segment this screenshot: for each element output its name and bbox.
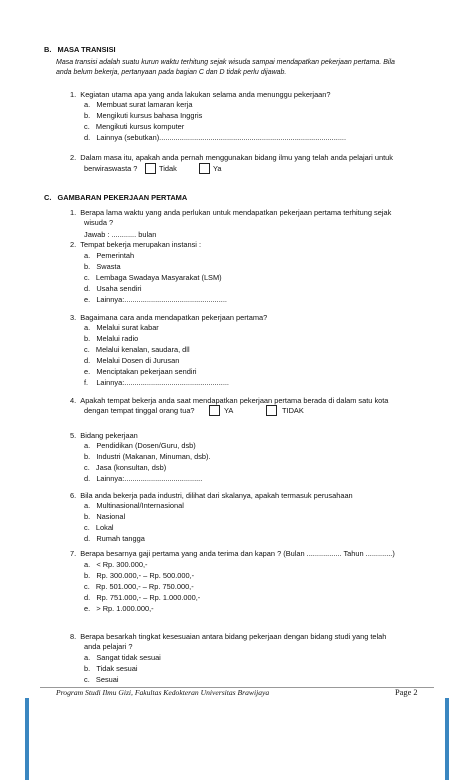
option[interactable]: e. Lainnya:.................................................. <box>84 295 227 304</box>
option[interactable]: d. Rumah tangga <box>84 534 145 543</box>
option[interactable]: b. Tidak sesuai <box>84 664 138 673</box>
option[interactable]: a. Sangat tidak sesuai <box>84 653 161 662</box>
option[interactable]: a. Pemerintah <box>84 251 135 260</box>
question-c4-line2: dengan tempat tinggal orang tua? <box>84 406 195 415</box>
question-c4: 4. Apakah tempat bekerja anda saat mendapatkan pekerjaan pertama berada di dalam satu kota <box>70 396 389 405</box>
checkbox-tidak[interactable] <box>266 405 277 416</box>
option[interactable]: c. Melalui kenalan, saudara, dll <box>84 345 190 354</box>
left-side-bar <box>25 698 29 780</box>
option[interactable]: a. Multinasional/Internasional <box>84 501 184 510</box>
option[interactable]: c. Mengikuti kursus komputer <box>84 122 185 131</box>
option[interactable]: c. Sesuai <box>84 675 119 684</box>
question-b2-line2: berwiraswasta ? <box>84 164 138 173</box>
checkbox-tidak[interactable] <box>145 163 156 174</box>
checkbox-ya[interactable] <box>209 405 220 416</box>
checkbox-ya-label: Ya <box>213 164 222 173</box>
option[interactable]: e. > Rp. 1.000.000,- <box>84 604 154 613</box>
option[interactable]: d. Rp. 751.000,- – Rp. 1.000.000,- <box>84 593 201 602</box>
option[interactable]: b. Swasta <box>84 262 121 271</box>
question-c5: 5. Bidang pekerjaan <box>70 431 138 440</box>
option[interactable]: a. Melalui surat kabar <box>84 323 159 332</box>
option[interactable]: b. Rp. 300.000,- – Rp. 500.000,- <box>84 571 195 580</box>
section-c-title: C. GAMBARAN PEKERJAAN PERTAMA <box>44 193 188 202</box>
question-c7: 7. Berapa besarnya gaji pertama yang anda terima dan kapan ? (Bulan ................. Tahun .............) <box>70 549 395 558</box>
section-b-intro: anda belum bekerja, pertanyaan pada bagian C dan D tidak perlu dijawab. <box>56 69 287 76</box>
question-c2: 2. Tempat bekerja merupakan instansi : <box>70 240 202 249</box>
checkbox-tidak-label: Tidak <box>159 164 177 173</box>
option[interactable]: c. Jasa (konsultan, dsb) <box>84 463 167 472</box>
question-b2: 2. Dalam masa itu, apakah anda pernah menggunakan bidang ilmu yang telah anda pelajari untuk <box>70 153 393 162</box>
option[interactable]: d. Melalui Dosen di Jurusan <box>84 356 180 365</box>
option[interactable]: c. Rp. 501.000,- – Rp. 750.000,- <box>84 582 194 591</box>
option[interactable]: a. < Rp. 300.000,- <box>84 560 148 569</box>
question-c1: 1. Berapa lama waktu yang anda perlukan untuk mendapatkan pekerjaan pertama terhitung sejak <box>70 208 392 217</box>
question-c8: 8. Berapa besarkah tingkat kesesuaian antara bidang pekerjaan dengan bidang studi yang telah <box>70 632 387 641</box>
question-c6: 6. Bila anda bekerja pada industri, dilihat dari skalanya, apakah termasuk perusahaan <box>70 491 353 500</box>
option[interactable]: b. Industri (Makanan, Minuman, dsb). <box>84 452 211 461</box>
option[interactable]: f. Lainnya:................................................... <box>84 378 229 387</box>
option[interactable]: b. Melalui radio <box>84 334 139 343</box>
right-side-bar <box>445 698 449 780</box>
option[interactable]: c. Lokal <box>84 523 114 532</box>
question-c3: 3. Bagaimana cara anda mendapatkan pekerjaan pertama? <box>70 313 268 322</box>
page-number: Page 2 <box>395 688 418 697</box>
checkbox-ya-label: YA <box>224 406 234 415</box>
option[interactable]: e. Menciptakan pekerjaan sendiri <box>84 367 197 376</box>
option[interactable]: c. Lembaga Swadaya Masyarakat (LSM) <box>84 273 222 282</box>
answer-field[interactable]: Jawab : ............ bulan <box>84 230 157 239</box>
option[interactable]: a. Membuat surat lamaran kerja <box>84 100 193 109</box>
option[interactable]: a. Pendidikan (Dosen/Guru, dsb) <box>84 441 196 450</box>
footer-program: Program Studi Ilmu Gizi, Fakultas Kedokteran Universitas Brawijaya <box>56 688 270 697</box>
question-c8-line2: anda pelajari ? <box>84 642 133 651</box>
option[interactable]: d. Usaha sendiri <box>84 284 142 293</box>
checkbox-tidak-label: TIDAK <box>282 406 304 415</box>
option[interactable]: d. Lainnya:...................................... <box>84 474 203 483</box>
checkbox-ya[interactable] <box>199 163 210 174</box>
question-b1: 1. Kegiatan utama apa yang anda lakukan selama anda menunggu pekerjaan? <box>70 90 331 99</box>
section-b-title: B. MASA TRANSISI <box>44 45 116 54</box>
question-c1-line2: wisuda ? <box>84 218 114 227</box>
option[interactable]: b. Mengikuti kursus bahasa Inggris <box>84 111 203 120</box>
section-b-intro: Masa transisi adalah suatu kurun waktu terhitung sejak wisuda sampai mendapatkan pekerjaan pertama. Bila <box>56 59 395 66</box>
option[interactable]: b. Nasional <box>84 512 126 521</box>
option[interactable]: d. Lainnya (sebutkan)........................................................................................... <box>84 133 347 142</box>
